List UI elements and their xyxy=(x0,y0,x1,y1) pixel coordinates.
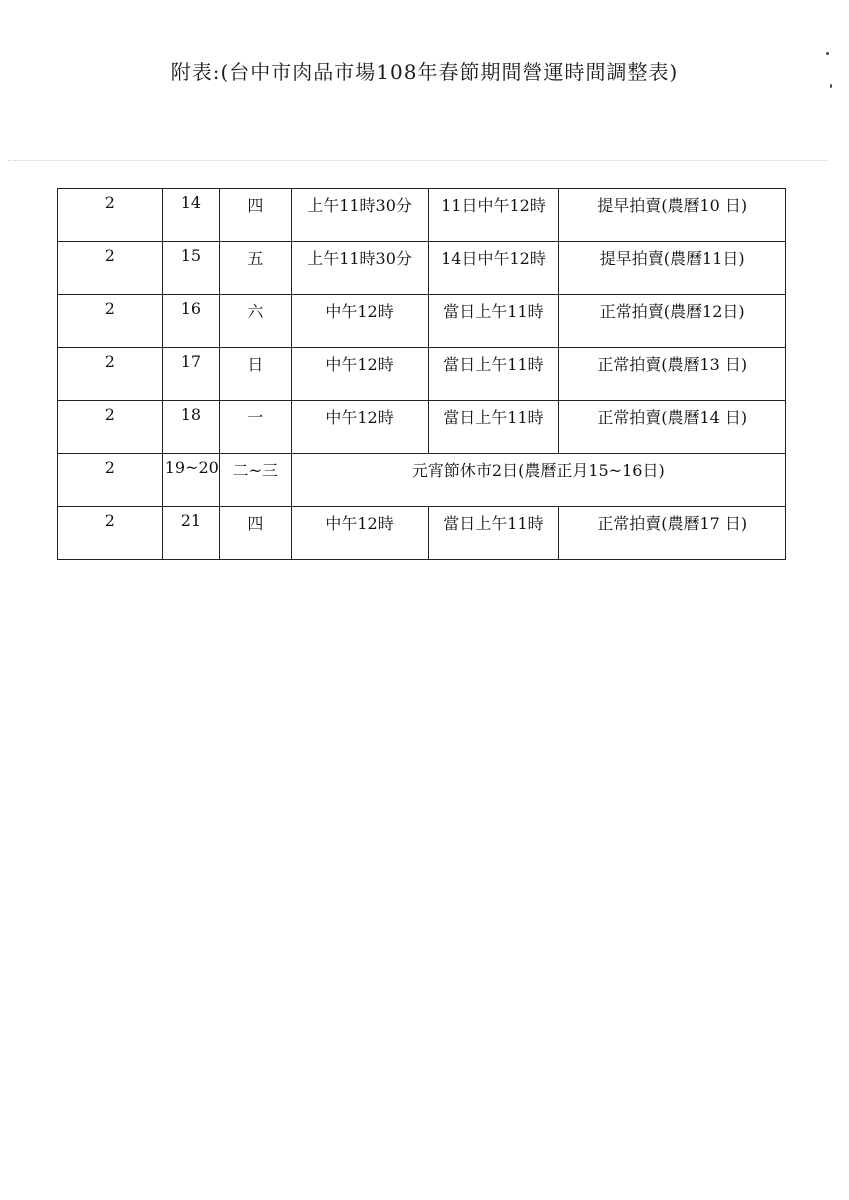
note-cell: 提早拍賣(農曆10 日) xyxy=(559,189,786,242)
end-time-cell: 11日中午12時 xyxy=(428,189,559,242)
start-time-cell: 中午12時 xyxy=(291,348,428,401)
table-row xyxy=(58,507,786,560)
weekday-cell: 四 xyxy=(220,189,291,242)
scan-divider xyxy=(8,160,828,161)
note-cell: 正常拍賣(農曆17 日) xyxy=(559,507,786,560)
day-cell: 19~20 xyxy=(162,454,219,507)
table-row xyxy=(58,242,786,295)
start-time-cell: 中午12時 xyxy=(291,401,428,454)
month-cell: 2 xyxy=(58,507,163,560)
weekday-cell: 一 xyxy=(220,401,291,454)
end-time-cell: 當日上午11時 xyxy=(428,401,559,454)
start-time-cell: 上午11時30分 xyxy=(291,242,428,295)
table-row xyxy=(58,454,786,507)
page-title: 附表:(台中市肉品市場108年春節期間營運時間調整表) xyxy=(170,60,679,84)
month-cell: 2 xyxy=(58,348,163,401)
scan-speck xyxy=(826,52,829,55)
schedule-table xyxy=(57,188,786,560)
note-cell: 正常拍賣(農曆12日) xyxy=(559,295,786,348)
day-cell: 18 xyxy=(162,401,219,454)
end-time-cell: 當日上午11時 xyxy=(428,348,559,401)
table-row xyxy=(58,348,786,401)
end-time-cell: 14日中午12時 xyxy=(428,242,559,295)
weekday-cell: 六 xyxy=(220,295,291,348)
month-cell: 2 xyxy=(58,242,163,295)
start-time-cell: 中午12時 xyxy=(291,507,428,560)
note-cell: 提早拍賣(農曆11日) xyxy=(559,242,786,295)
table-row xyxy=(58,189,786,242)
weekday-cell: 日 xyxy=(220,348,291,401)
month-cell: 2 xyxy=(58,189,163,242)
day-cell: 14 xyxy=(162,189,219,242)
scan-speck xyxy=(830,84,832,88)
day-cell: 16 xyxy=(162,295,219,348)
start-time-cell: 中午12時 xyxy=(291,295,428,348)
holiday-closure-cell: 元宵節休市2日(農曆正月15~16日) xyxy=(291,454,785,507)
table-row xyxy=(58,295,786,348)
month-cell: 2 xyxy=(58,295,163,348)
weekday-cell: 五 xyxy=(220,242,291,295)
month-cell: 2 xyxy=(58,401,163,454)
day-cell: 21 xyxy=(162,507,219,560)
day-cell: 15 xyxy=(162,242,219,295)
day-cell: 17 xyxy=(162,348,219,401)
start-time-cell: 上午11時30分 xyxy=(291,189,428,242)
end-time-cell: 當日上午11時 xyxy=(428,507,559,560)
table-row xyxy=(58,401,786,454)
month-cell: 2 xyxy=(58,454,163,507)
note-cell: 正常拍賣(農曆14 日) xyxy=(559,401,786,454)
end-time-cell: 當日上午11時 xyxy=(428,295,559,348)
note-cell: 正常拍賣(農曆13 日) xyxy=(559,348,786,401)
weekday-cell: 二~三 xyxy=(220,454,291,507)
weekday-cell: 四 xyxy=(220,507,291,560)
